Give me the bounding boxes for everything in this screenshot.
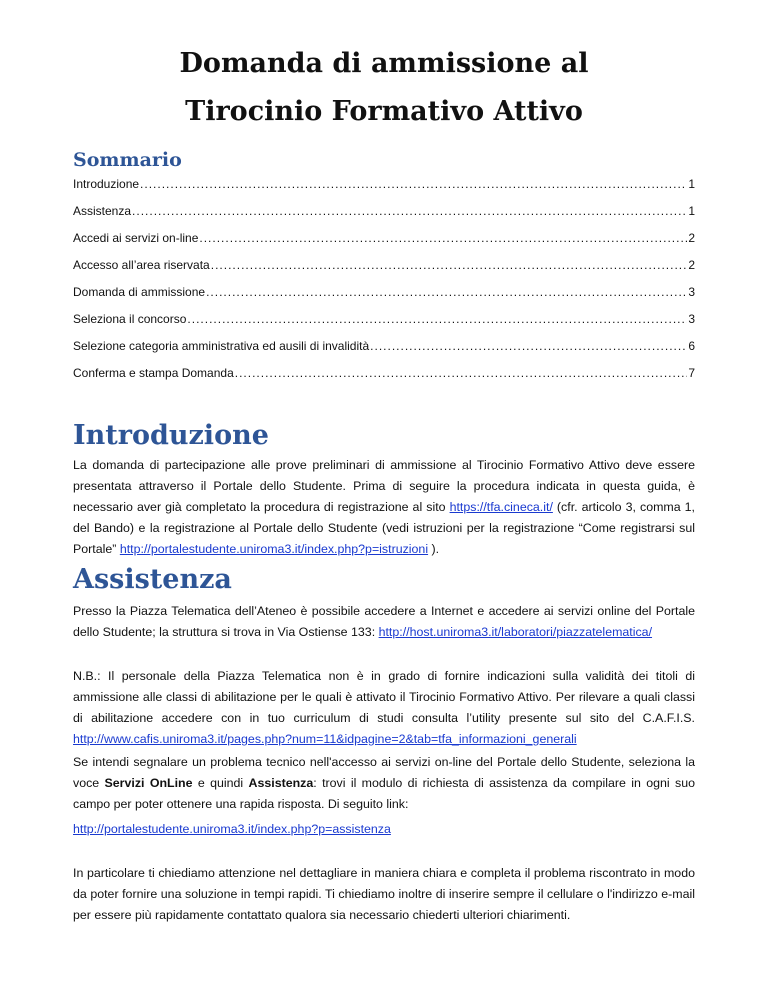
toc-item-label[interactable]: Introduzione	[73, 177, 140, 191]
toc-item-label[interactable]: Accedi ai servizi on-line	[73, 231, 199, 245]
portale-istruzioni-link[interactable]: http://portalestudente.uniroma3.it/index.php?p=istruzioni	[119, 542, 429, 556]
toc-page-number: 6	[688, 339, 695, 353]
toc-item-label[interactable]: Accesso all’area riservata	[73, 258, 210, 272]
assistenza-text-1: Presso la Piazza Telematica dell’Ateneo è possibile accedere a Internet e accedere ai servizi online del Portale dello Studente; la struttura si trova in Via Ostiense 133:	[73, 604, 695, 639]
toc-item-label[interactable]: Selezione categoria amministrativa ed ausili di invalidità	[73, 339, 370, 353]
toc-page-number: 7	[688, 366, 695, 380]
document-title-line-2: Tirocinio Formativo Attivo	[185, 96, 583, 127]
toc-item[interactable]	[73, 284, 695, 311]
piazza-telematica-link[interactable]: http://host.uniroma3.it/laboratori/piazzatelematica/	[378, 625, 653, 639]
toc-page-number: 3	[688, 312, 695, 326]
intro-paragraph	[73, 455, 695, 560]
toc-leader	[187, 311, 687, 327]
toc-item-label[interactable]: Seleziona il concorso	[73, 312, 187, 326]
assistenza-text-2: N.B.: Il personale della Piazza Telematica non è in grado di fornire indicazioni sulla validità dei titoli di ammissione alle classi di abilitazione per le quali è attivato il Tirocinio Formativo Attivo. Per rilevare a quali classi di abilitazione accedere con in tuo curriculum di studi consulta l’utility presente sul sito del C.A.F.I.S.	[73, 669, 695, 725]
assistenza-paragraph-2	[73, 666, 695, 750]
toc-page-number: 2	[688, 258, 695, 272]
toc-leader	[206, 284, 687, 300]
assistenza-paragraph-5: In particolare ti chiediamo attenzione nel dettagliare in maniera chiara e completa il problema riscontrato in modo da poter fornire una soluzione in tempi rapidi. Ti chiediamo inoltre di inserire sempre il cellulare o l'indirizzo e-mail per essere più rapidamente contattato qualora sia necessario chiederti ulteriori chiarimenti.	[73, 866, 695, 922]
section-heading-assistenza: Assistenza	[73, 564, 232, 595]
toc-page-number: 1	[688, 204, 695, 218]
servizi-online-label: Servizi OnLine	[104, 776, 193, 790]
tfa-cineca-link[interactable]: https://tfa.cineca.it/	[449, 500, 553, 514]
toc-leader	[211, 257, 688, 273]
cafis-link[interactable]: http://www.cafis.uniroma3.it/pages.php?num=11&idpagine=2&tab=tfa_informazioni_generali	[73, 732, 577, 746]
section-heading-introduzione: Introduzione	[73, 420, 269, 451]
intro-text-3: ).	[428, 542, 440, 556]
assistenza-text-3d: : trovi il modulo di richiesta di assistenza da compilare in ogni suo campo per poter ottenere una rapida risposta. Di seguito link:	[73, 776, 695, 811]
assistenza-paragraph-4	[73, 819, 695, 840]
assistenza-text-3c: e quindi	[192, 776, 249, 790]
intro-text-1: La domanda di partecipazione alle prove preliminari di ammissione al Tirocinio Formativo Attivo deve essere presentata attraverso il Portale dello Studente. Prima di seguire la procedura indicata in questa guida, è necessario aver già completato la procedura di registrazione al sito	[73, 458, 695, 514]
assistenza-text-3a: Se intendi segnalare un problema tecnico nell'accesso ai servizi on-line del Portale dello Studente, seleziona la voce	[73, 755, 695, 790]
toc-item[interactable]	[73, 230, 695, 257]
toc-item-label[interactable]: Assistenza	[73, 204, 132, 218]
toc-item-label[interactable]: Conferma e stampa Domanda	[73, 366, 234, 380]
toc-item[interactable]	[73, 338, 695, 365]
toc-item[interactable]	[73, 365, 695, 392]
intro-text-2: (cfr. articolo 3, comma 1, del Bando) e la registrazione al Portale dello Studente (vedi istruzioni per la registrazione “Come registrarsi sul Portale”	[73, 500, 695, 556]
portale-assistenza-link[interactable]: http://portalestudente.uniroma3.it/index.php?p=assistenza	[73, 822, 391, 836]
toc-page-number: 3	[688, 285, 695, 299]
toc-item-label[interactable]: Domanda di ammissione	[73, 285, 206, 299]
toc-leader	[235, 365, 688, 381]
toc-item[interactable]	[73, 203, 695, 230]
table-of-contents	[73, 176, 695, 392]
toc-item[interactable]	[73, 257, 695, 284]
toc-item[interactable]	[73, 176, 695, 203]
assistenza-paragraph-1	[73, 601, 695, 643]
toc-item[interactable]	[73, 311, 695, 338]
toc-leader	[199, 230, 687, 246]
assistenza-paragraph-3	[73, 752, 695, 815]
toc-page-number: 1	[688, 177, 695, 191]
toc-leader	[370, 338, 687, 354]
document-title-line-1: Domanda di ammissione al	[179, 48, 589, 79]
toc-page-number: 2	[688, 231, 695, 245]
assistenza-label: Assistenza	[248, 776, 314, 790]
toc-leader	[140, 176, 687, 192]
toc-leader	[132, 203, 687, 219]
toc-heading: Sommario	[73, 149, 182, 171]
